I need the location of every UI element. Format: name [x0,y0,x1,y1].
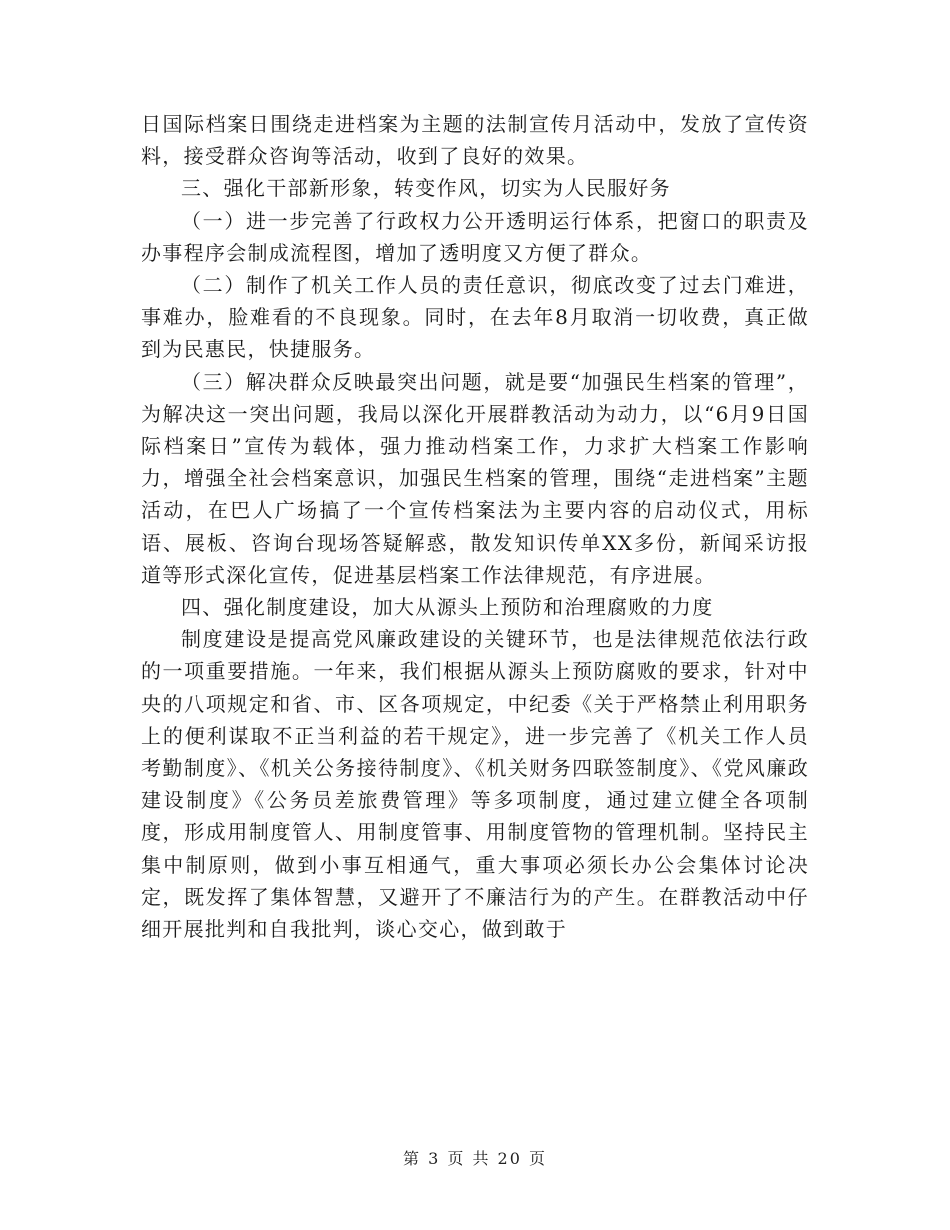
document-body [141,108,809,945]
paragraph-3-3: （三）解决群众反映最突出问题，就是要“加强民生档案的管理”，为解决这一突出问题，我局以深化开展群教活动为动力，以“6月9日国际档案日”宣传为载体，强力推动档案工作，力求扩大档案工作影响力，增强全社会档案意识，加强民生档案的管理，围绕“走进档案”主题活动，在巴人广场搞了一个宣传档案法为主要内容的启动仪式，用标语、展板、咨询台现场答疑解惑，散发知识传单XX多份，新闻采访报道等形式深化宣传，促进基层档案工作法律规范，有序进展。 [141,369,809,587]
paragraph-1: 日国际档案日围绕走进档案为主题的法制宣传月活动中，发放了宣传资料，接受群众咨询等活动，收到了良好的效果。 [141,112,809,169]
paragraph-3-2: （二）制作了机关工作人员的责任意识，彻底改变了过去门难进，事难办，脸难看的不良现象。同时，在去年8月取消一切收费，真正做到为民惠民，快捷服务。 [141,273,809,362]
section-heading-3: 三、强化干部新形象，转变作风，切实为人民服好务 [181,176,671,201]
page-footer: 第 3 页 共 20 页 [403,1149,547,1168]
paragraph-4-1: 制度建设是提高党风廉政建设的关键环节，也是法律规范依法行政的一项重要措施。一年来，我们根据从源头上预防腐败的要求，针对中央的八项规定和省、市、区各项规定，中纪委《关于严格禁止利用职务上的便利谋取不正当利益的若干规定》，进一步完善了《机关工作人员考勤制度》、《机关公务接待制度》、《机关财务四联签制度》、《党风廉政建设制度》《公务员差旅费管理》等多项制度，通过建立健全各项制度，形成用制度管人、用制度管事、用制度管物的管理机制。坚持民主集中制原则，做到小事互相通气，重大事项必须长办公会集体讨论决定，既发挥了集体智慧，又避开了不廉洁行为的产生。在群教活动中仔细开展批判和自我批判，谈心交心，做到敢于 [141,627,809,942]
section-heading-4: 四、强化制度建设，加大从源头上预防和治理腐败的力度 [181,595,714,620]
paragraph-3-1: （一）进一步完善了行政权力公开透明运行体系，把窗口的职责及办事程序会制成流程图，增加了透明度又方便了群众。 [141,208,809,265]
